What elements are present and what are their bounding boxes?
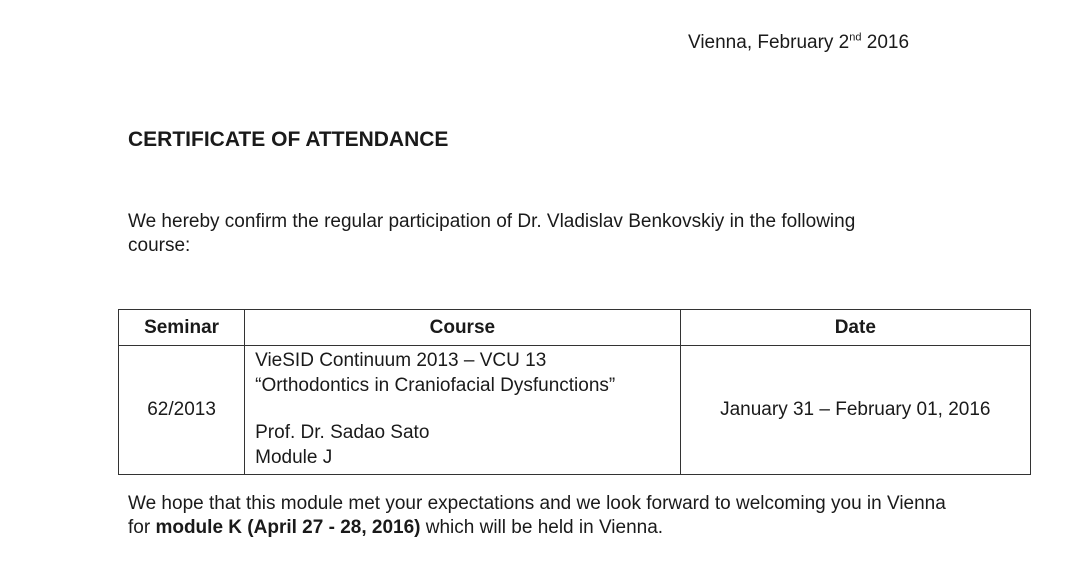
course-spacer [255,398,679,420]
place-and-date [688,32,909,54]
place-date-year: 2016 [861,32,910,53]
place-date-prefix: Vienna, February 2 [688,32,850,53]
course-details [245,346,680,475]
header-date: Date [680,310,1030,346]
certificate-title: CERTIFICATE OF ATTENDANCE [128,128,449,151]
date-ordinal-suffix: nd [849,31,862,44]
header-course: Course [245,310,680,346]
table-row [119,346,1031,475]
header-seminar: Seminar [119,310,245,346]
course-lecturer: Prof. Dr. Sadao Sato [255,422,430,443]
closing-text-start: We hope that this module met your expectations and we look forward to welcoming you in Vienna for [128,493,946,538]
closing-text-end: which will be held in Vienna. [420,517,664,538]
course-name: VieSID Continuum 2013 – VCU 13 [255,350,547,371]
course-table [118,309,1031,475]
course-subtitle: “Orthodontics in Craniofacial Dysfunctions” [255,375,616,396]
next-module-info: module K (April 27 - 28, 2016) [155,517,421,538]
course-date: January 31 – February 01, 2016 [680,346,1030,475]
intro-paragraph: We hereby confirm the regular participation of Dr. Vladislav Benkovskiy in the following course: [128,211,856,256]
closing-paragraph [128,492,968,540]
seminar-number: 62/2013 [119,346,245,475]
table-header-row [119,310,1031,346]
course-module: Module J [255,447,333,468]
